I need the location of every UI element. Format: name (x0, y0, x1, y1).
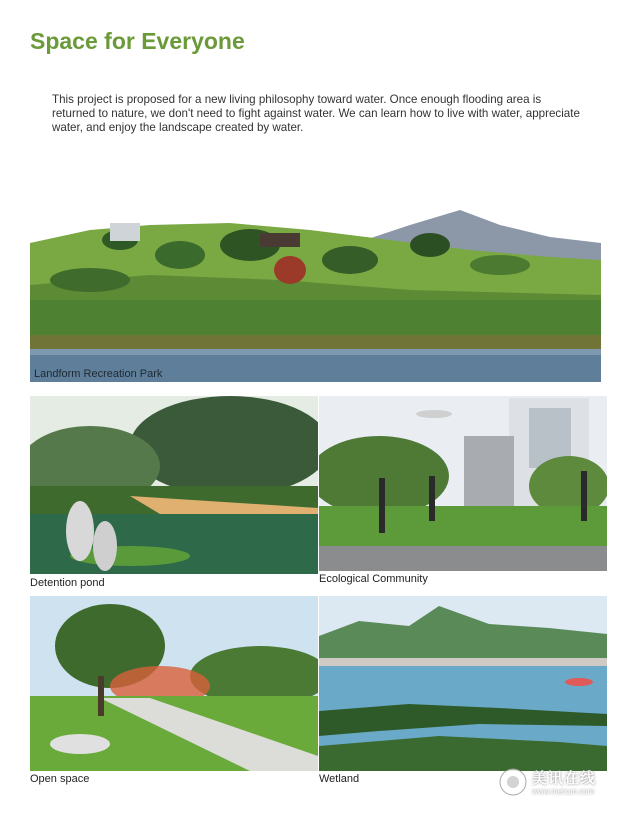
detention-pond-image (30, 396, 318, 574)
watermark-name: 美讯在线 (532, 770, 597, 787)
detention-pond-caption: Detention pond (30, 577, 105, 589)
intro-paragraph: This project is proposed for a new living philosophy toward water. Once enough flooding area is returned to nature, we don't need to fight against water. We can learn how to live with water, appreciate water, and enjoy the landscape created by water. (52, 93, 580, 134)
ecological-community-caption: Ecological Community (319, 573, 428, 585)
page-title: Space for Everyone (30, 28, 245, 54)
open-space-caption: Open space (30, 773, 90, 785)
open-space-image (30, 596, 318, 771)
watermark-url: www.meixun.com (532, 787, 595, 796)
landform-label: Landform Recreation Park (34, 368, 163, 380)
watermark-icon (498, 767, 528, 797)
ecological-community-image (319, 396, 607, 571)
watermark-logo (498, 763, 616, 803)
wetland-image (319, 596, 607, 771)
wetland-caption: Wetland (319, 773, 360, 785)
landform-park-image (30, 185, 601, 382)
